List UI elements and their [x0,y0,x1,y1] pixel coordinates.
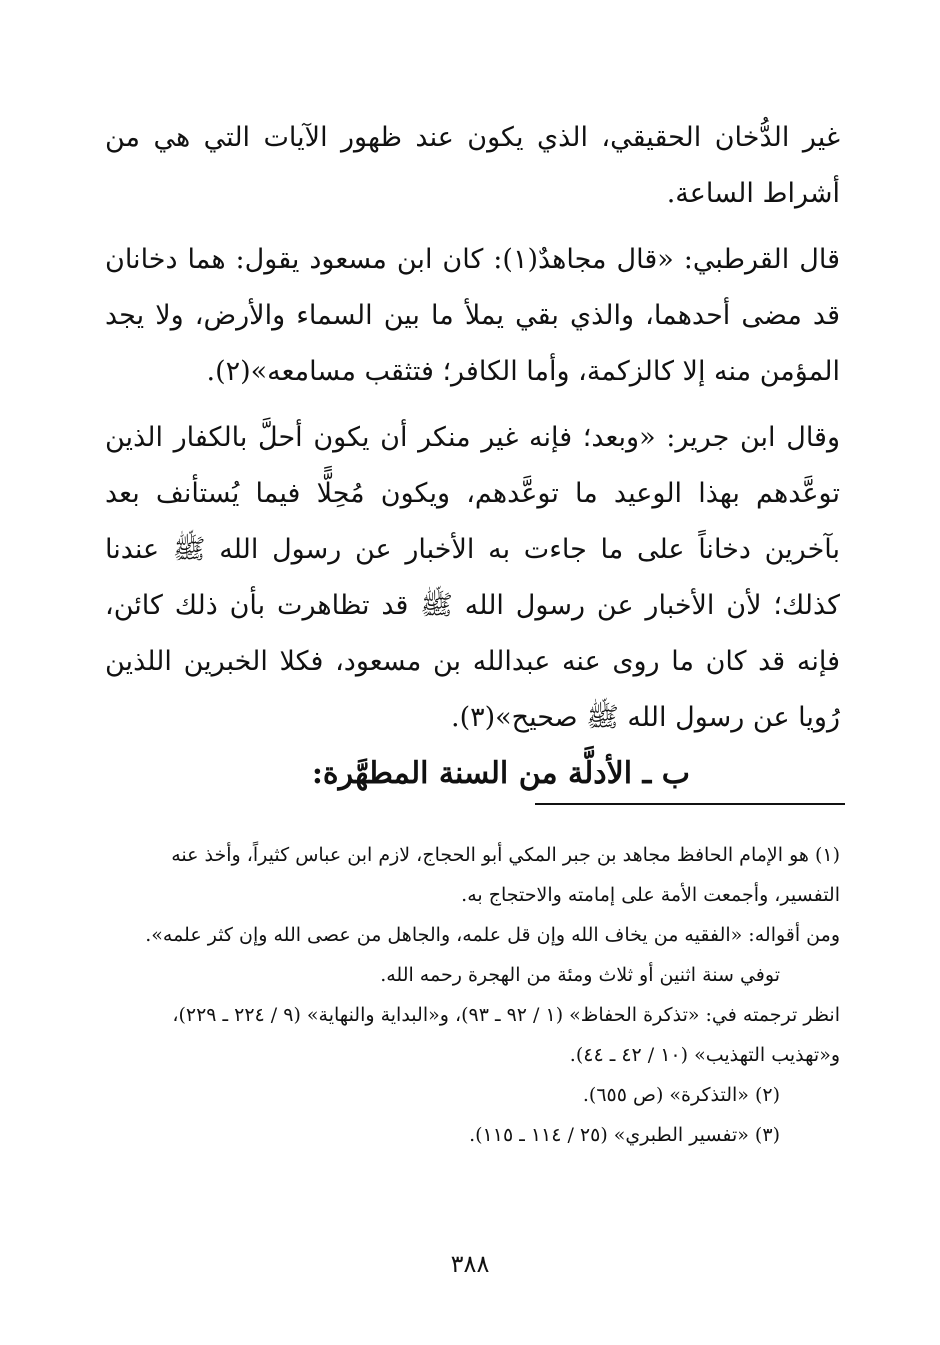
section-heading: ب ـ الأدلَّة من السنة المطهَّرة: [311,756,690,791]
footnote-1-sayings: ومن أقواله: «الفقيه من يخاف الله وإن قل علمه، والجاهل من عصى الله وإن كثر علمه». [145,924,840,946]
footnote-2: (٢) «التذكرة» (ص ٦٥٥). [582,1084,780,1106]
paragraph-2: قال القرطبي: «قال مجاهدٌ(١): كان ابن مسعود يقول: هما دخانان قد مضى أحدهما، والذي بقي يملأ ما بين السماء والأرض، ولا يجد المؤمن منه إلا كالزكمة، وأما الكافر؛ فتثقب مسامعه»(٢). [105,244,840,387]
paragraph-1: غير الدُّخان الحقيقي، الذي يكون عند ظهور الآيات التي هي من أشراط الساعة. [105,122,840,209]
footnote-3: (٣) «تفسير الطبري» (٢٥ / ١١٤ ـ ١١٥). [469,1124,780,1146]
paragraph-3: وقال ابن جرير: «وبعد؛ فإنه غير منكر أن يكون أحلَّ بالكفار الذين توعَّدهم بهذا الوعيد ما توعَّدهم، ويكون مُحِلًّا فيما يُستأنف بعد بآخرين دخاناً على ما جاءت به الأخبار عن رسول الله ﷺ عندنا كذلك؛ لأن الأخبار عن رسول الله ﷺ قد تظاهرت بأن ذلك كائن، فإنه قد كان ما روى عنه عبدالله بن مسعود، فكلا الخبرين اللذين رُويا عن رسول الله ﷺ صحيح»(٣). [105,422,840,733]
footnote-1-refs: انظر ترجمته في: «تذكرة الحفاظ» (١ / ٩٢ ـ ٩٣)، و«البداية والنهاية» (٩ / ٢٢٤ ـ ٢٢٩)، و«تهذيب التهذيب» (١٠ / ٤٢ ـ ٤٤). [172,1004,840,1066]
footnotes [105,835,840,1155]
page-number: ٣٨٨ [450,1250,490,1278]
footnote-1: (١) هو الإمام الحافظ مجاهد بن جبر المكي أبو الحجاج، لازم ابن عباس كثيراً، وأخذ عنه التفسير، وأجمعت الأمة على إمامته والاحتجاج به. [171,844,840,906]
footnote-divider [535,803,845,805]
main-text [105,110,840,791]
footnote-1-death: توفي سنة اثنين أو ثلاث ومئة من الهجرة رحمه الله. [380,964,780,986]
